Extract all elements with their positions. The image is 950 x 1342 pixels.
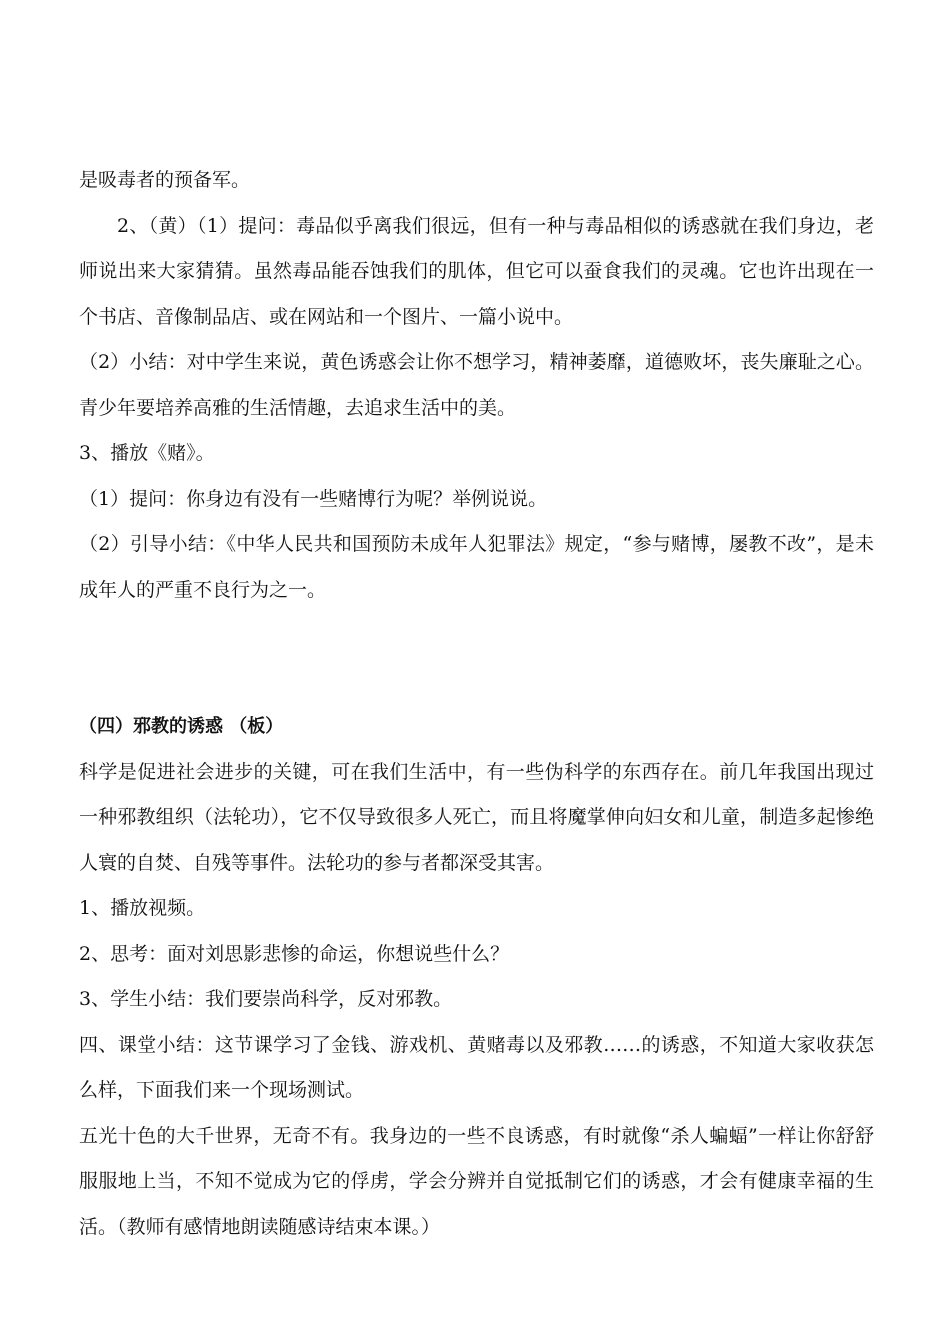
section-heading-cult: （四）邪教的诱惑 （板） [79, 716, 284, 737]
paragraph-yellow-temptation: 2、（黄）（1）提问：毒品似乎离我们很远，但有一种与毒品相似的诱惑就在我们身边，老师说出来大家猜猜。虽然毒品能吞蚀我们的肌体，但它可以蚕食我们的灵魂。它也许出现在一个书店、音像制品店、或在网站和一个图片、一篇小说中。 [79, 214, 874, 328]
paragraph-gambling-question: （1）提问：你身边有没有一些赌博行为呢？举例说说。 [79, 487, 548, 510]
paragraph-gambling-summary: （2）引导小结：《中华人民共和国预防未成年人犯罪法》规定，“参与赌博，屡教不改”，是未成年人的严重不良行为之一。 [79, 533, 874, 601]
document-body [79, 158, 874, 1250]
paragraph-cult-intro: 科学是促进社会进步的关键，可在我们生活中，有一些伪科学的东西存在。前几年我国出现过一种邪教组织（法轮功），它不仅导致很多人死亡，而且将魔掌伸向妇女和儿童，制造多起惨绝人寰的自焚、自残等事件。法轮功的参与者都深受其害。 [79, 760, 874, 874]
paragraph-continuation: 是吸毒者的预备军。 [79, 169, 251, 191]
paragraph-closing: 五光十色的大千世界，无奇不有。我身边的一些不良诱惑，有时就像“杀人蝙蝠”一样让你舒舒服服地上当，不知不觉成为它的俘虏，学会分辨并自觉抵制它们的诱惑，才会有健康幸福的生活。（教师有感情地朗读随感诗结束本课。） [79, 1124, 874, 1238]
paragraph-yellow-summary: （2）小结：对中学生来说，黄色诱惑会让你不想学习，精神萎靡，道德败坏，丧失廉耻之心。青少年要培养高雅的生活情趣，去追求生活中的美。 [79, 351, 874, 419]
paragraph-gambling-play: 3、播放《赌》。 [79, 442, 215, 464]
paragraph-class-summary: 四、课堂小结：这节课学习了金钱、游戏机、黄赌毒以及邪教……的诱惑，不知道大家收获怎么样，下面我们来一个现场测试。 [79, 1033, 874, 1101]
section-spacer [79, 613, 874, 704]
paragraph-cult-video: 1、播放视频。 [79, 897, 206, 919]
paragraph-cult-summary: 3、学生小结：我们要崇尚科学，反对邪教。 [79, 988, 453, 1010]
paragraph-cult-think: 2、思考：面对刘思影悲惨的命运，你想说些什么？ [79, 942, 510, 965]
